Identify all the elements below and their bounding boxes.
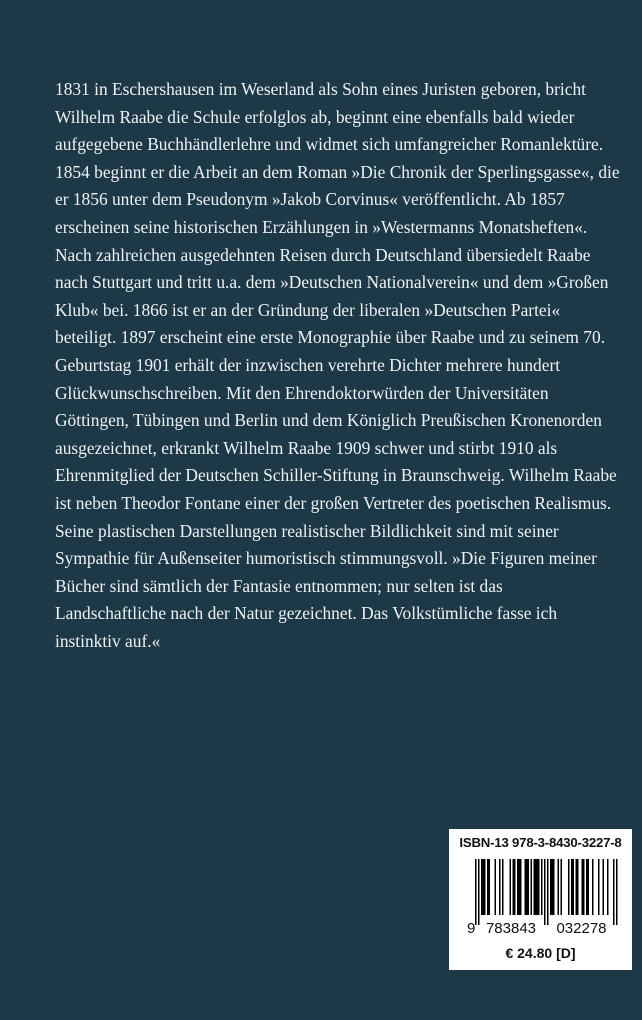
blurb-line: nach Stuttgart und tritt u.a. dem »Deutschen Nationalverein« und dem »Großen [55,272,609,293]
barcode-bar [538,859,540,915]
barcode-bar [478,859,480,925]
blurb-line: Göttingen, Tübingen und Berlin und dem Königlich Preußischen Kronenorden [55,410,602,431]
barcode-bar [534,859,536,915]
barcode-bar [568,859,570,915]
barcode-bar [586,859,588,915]
ean-barcode [465,857,625,941]
barcode-bar [552,859,554,915]
blurb-line: Glückwunschschreiben. Mit den Ehrendoktorwürden der Universitäten [55,382,549,403]
barcode-bar [607,859,609,915]
barcode-bar [571,859,573,915]
barcode-bar [603,859,605,915]
barcode-bar [475,859,477,925]
barcode-bar [489,859,491,915]
barcode-bar [577,859,579,915]
barcode-bar [588,859,590,915]
barcode-bar [576,859,578,915]
barcode-bar [487,859,489,915]
barcode-digits: 9 [467,920,476,937]
barcode-bar [592,859,594,915]
blurb-line: beteiligt. 1897 erscheint eine erste Monographie über Raabe und zu seinem 70. [55,327,606,348]
blurb-line: Seine plastischen Darstellungen realistischer Bildlichkeit sind mit seiner [55,520,559,541]
barcode-bar [514,859,516,915]
barcode-bar [573,859,575,915]
barcode-bar [616,859,618,925]
blurb-line: Geburtstag 1901 erhält der inzwischen verehrte Dichter mehrere hundert [55,354,561,375]
blurb-line: Sympathie für Außenseiter humoristisch stimmungsvoll. »Die Figuren meiner [55,548,597,569]
barcode-bar [553,859,555,915]
blurb-line: aufgegebene Buchhändlerlehre und widmet sich umfangreicher Romanlektüre. [55,134,604,155]
blurb-line: Wilhelm Raabe die Schule erfolglos ab, beginnt eine ebenfalls bald wieder [55,106,575,127]
barcode-bar [526,859,528,915]
price-label: € 24.80 [D] [505,945,576,961]
blurb-line: Klub« bei. 1866 ist er an der Gründung der liberalen »Deutschen Partei« [55,299,561,320]
barcode-bar [510,859,512,915]
barcode-bar [525,859,527,915]
barcode-bar [502,859,504,915]
barcode-bar [531,859,533,915]
barcode-bar [544,859,546,925]
blurb-line: ist neben Theodor Fontane einer der großen Vertreter des poetischen Realismus. [55,492,612,513]
blurb-line: ausgezeichnet, erkrankt Wilhelm Raabe 1909 schwer und stirbt 1910 als [55,437,558,458]
blurb-line: Bücher sind sämtlich der Fantasie entnommen; nur selten ist das [55,575,503,596]
barcode-bar [598,859,600,915]
barcode-bar [520,859,522,915]
barcode-bar [537,859,539,915]
barcode-bar [481,859,483,915]
blurb-line: erscheinen seine historischen Erzählungen in »Westermanns Monatsheften«. [55,216,588,237]
barcode-bar [483,859,485,915]
isbn-number: ISBN-13 978-3-8430-3227-8 [459,835,622,850]
blurb-line: Ehrenmitglied der Deutschen Schiller-Stiftung in Braunschweig. Wilhelm Raabe [55,465,617,486]
barcode-bar [499,859,501,915]
barcode-digits: 783843 [485,920,537,937]
blurb-line: er 1856 unter dem Pseudonym »Jakob Corvinus« veröffentlicht. Ab 1857 [55,189,565,210]
barcode-bar [513,859,515,915]
blurb-line: 1831 in Eschershausen im Weserland als Sohn eines Juristen geboren, bricht [55,79,586,99]
blurb-line: Nach zahlreichen ausgedehnten Reisen durch Deutschland übersiedelt Raabe [55,244,591,265]
barcode-bar [582,859,584,915]
barcode-bar [613,859,615,925]
barcode-bar [541,859,543,915]
barcode-bar [484,859,486,915]
isbn-barcode-label [449,829,632,970]
barcode-bar [550,859,552,915]
barcode-bar [583,859,585,915]
barcode-bar [519,859,521,915]
barcode-bar [528,859,530,915]
barcode-digits: 032278 [556,920,607,937]
barcode-bar [558,859,560,915]
blurb-line: 1854 beginnt er die Arbeit an dem Roman »Die Chronik der Sperlingsgasse«, die [55,161,620,182]
barcode-bar [535,859,537,915]
barcode-bar [517,859,519,915]
blurb-line: Landschaftliche nach der Natur gezeichnet. Das Volkstümliche fasse ich [55,603,558,624]
barcode-bar [495,859,497,915]
barcode-bar [547,859,549,925]
barcode-bar [561,859,563,915]
blurb-line: instinktiv auf.« [55,630,161,651]
back-cover-blurb [55,76,635,655]
